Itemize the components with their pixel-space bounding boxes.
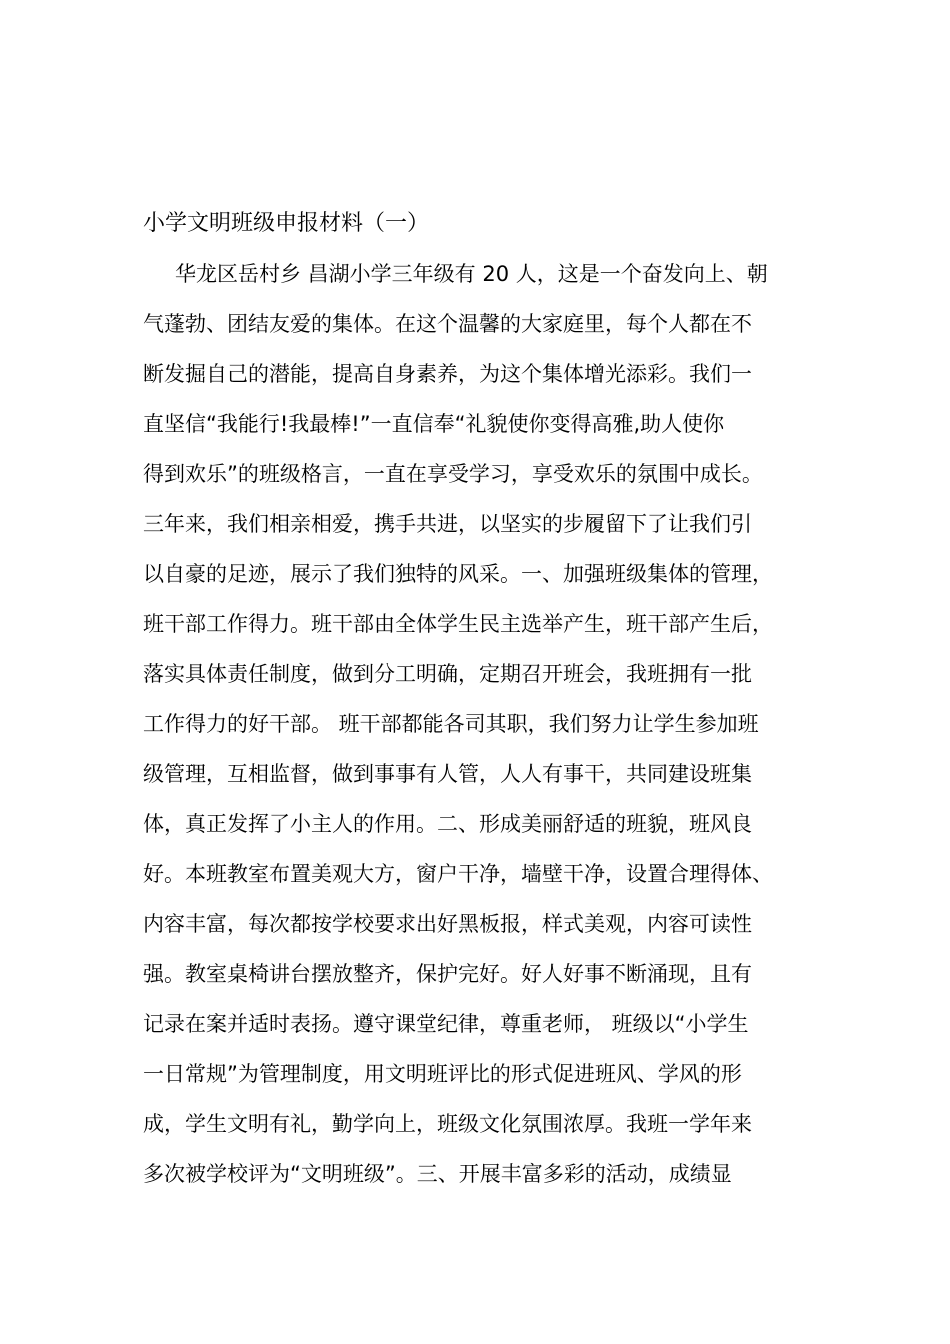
text-line: 华龙区岳村乡 昌湖小学三年级有 20 人，这是一个奋发向上、朝 (175, 262, 768, 286)
text-line: 落实具体责任制度，做到分工明确，定期召开班会，我班拥有一批 (143, 662, 752, 686)
text-line: 体，真正发挥了小主人的作用。二、形成美丽舒适的班貌，班风良 (143, 812, 752, 836)
text-line: 多次被学校评为“文明班级”。三、开展丰富多彩的活动，成绩显 (143, 1162, 732, 1186)
text-line: 成，学生文明有礼，勤学向上，班级文化氛围浓厚。我班一学年来 (143, 1112, 752, 1136)
text-line: 强。教室桌椅讲台摆放整齐，保护完好。好人好事不断涌现，且有 (143, 962, 752, 986)
text-line: 直坚信“我能行!我最棒!”一直信奉“礼貌使你变得高雅,助人使你 (143, 412, 725, 436)
text-line: 内容丰富，每次都按学校要求出好黑板报，样式美观，内容可读性 (143, 912, 752, 936)
text-line: 班干部工作得力。班干部由全体学生民主选举产生，班干部产生后， (143, 612, 773, 636)
text-line: 好。本班教室布置美观大方，窗户干净，墙壁干净，设置合理得体、 (143, 862, 773, 886)
document-title: 小学文明班级申报材料（一） (143, 211, 430, 236)
text-line: 断发掘自己的潜能，提高自身素养，为这个集体增光添彩。我们一 (143, 362, 752, 386)
text-line: 气蓬勃、团结友爱的集体。在这个温馨的大家庭里，每个人都在不 (143, 312, 752, 336)
text-line: 得到欢乐”的班级格言，一直在享受学习，享受欢乐的氛围中成长。 (143, 462, 763, 486)
text-line: 以自豪的足迹，展示了我们独特的风采。一、加强班级集体的管理， (143, 562, 773, 586)
document-body (143, 249, 813, 1199)
text-line: 三年来，我们相亲相爱，携手共进，以坚实的步履留下了让我们引 (143, 512, 752, 536)
text-line: 记录在案并适时表扬。遵守课堂纪律，尊重老师， 班级以“小学生 (143, 1012, 749, 1036)
text-line: 级管理，互相监督，做到事事有人管，人人有事干，共同建设班集 (143, 762, 752, 786)
text-line: 工作得力的好干部。 班干部都能各司其职，我们努力让学生参加班 (143, 712, 759, 736)
text-line: 一日常规”为管理制度，用文明班评比的形式促进班风、学风的形 (143, 1062, 742, 1086)
